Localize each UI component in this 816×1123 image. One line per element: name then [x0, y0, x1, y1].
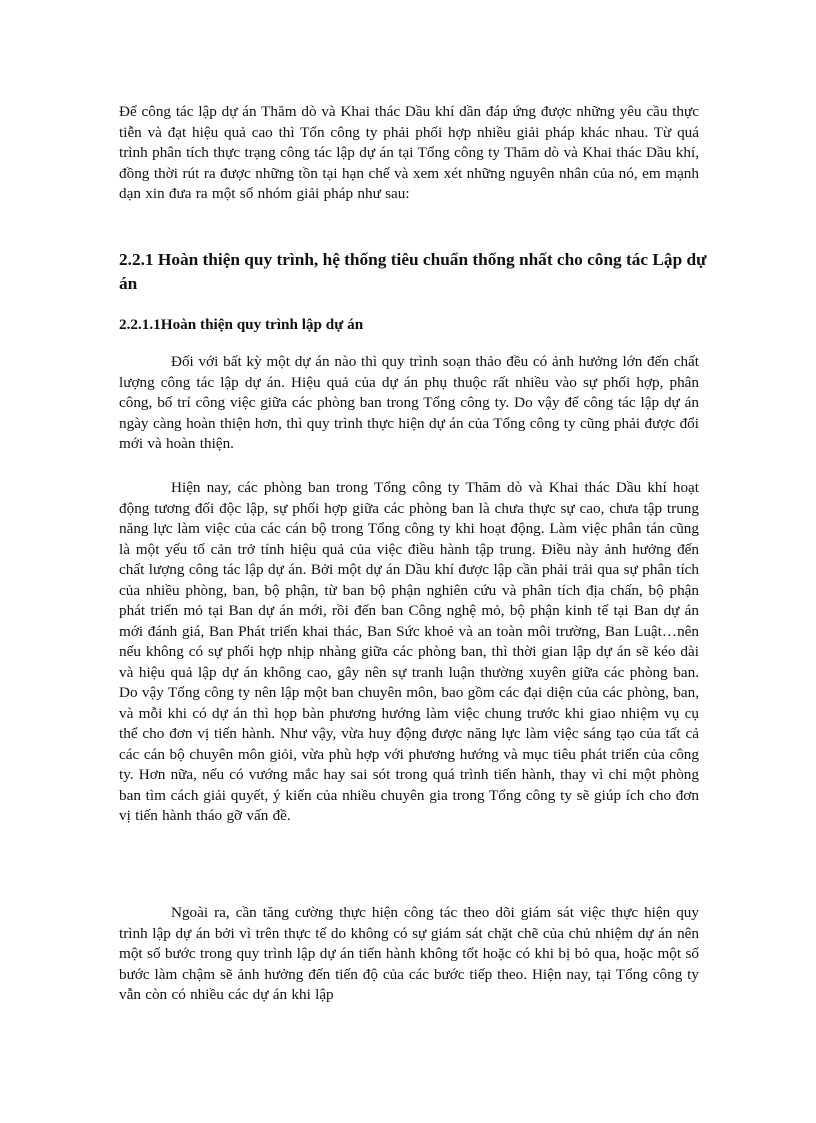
- body-paragraph-2: Hiện nay, các phòng ban trong Tổng công ty Thăm dò và Khai thác Dầu khí hoạt động tương đối độc lập, sự phối hợp giữa các phòng ban là chưa thực sự cao, chưa tập trung năng lực làm việc của các cán bộ trong Tổng công ty khi hoạt động. Làm việc phân tán cũng là một yếu tố cản trở tính hiệu quả của việc điều hành tập trung. Điều này ảnh hưởng đến chất lượng công tác lập dự án. Bởi một dự án Dầu khí được lập cần phải trải qua sự phân tích của nhiều phòng, ban, bộ phận, từ ban bộ phận nghiên cứu và phân tích địa chấn, bộ phận phát triển mỏ tại Ban dự án mới, rồi đến ban Công nghệ mỏ, bộ phận kinh tế tại Ban dự án mới đánh giá, Ban Phát triển khai thác, Ban Sức khoẻ và an toàn môi trường, Ban Luật…nên nếu không có sự phối hợp nhịp nhàng giữa các phòng ban, thì thời gian lập dự án sẽ kéo dài và hiệu quả lập dự án không cao, gây nên sự tranh luận thường xuyên giữa các phòng ban. Do vậy Tổng công ty nên lập một ban chuyên môn, bao gồm các đại diện của các phòng, ban, và mỗi khi có dự án thì họp bàn phương hướng làm việc chung trước khi giao nhiệm vụ cụ thể cho đơn vị tiến hành. Như vậy, vừa huy động được năng lực làm việc sáng tạo của tất cả các cán bộ chuyên môn giỏi, vừa phù hợp với phương hướng và mục tiêu phát triển của công ty. Hơn nữa, nếu có vướng mắc hay sai sót trong quá trình tiến hành, thay vì chỉ một phòng ban tìm cách giải quyết, ý kiến của nhiều chuyên gia trong Tổng công ty sẽ giúp ích cho đơn vị tiến hành tháo gỡ vấn đề.: [119, 479, 699, 824]
- body-paragraph-1: Đối với bất kỳ một dự án nào thì quy trình soạn thảo đều có ảnh hưởng lớn đến chất lượng công tác lập dự án. Hiệu quả của dự án phụ thuộc rất nhiều vào sự phối hợp, phân công, bố trí công việc giữa các phòng ban trong Tổng công ty. Do vậy để công tác lập dự án ngày càng hoàn thiện hơn, thì quy trình thực hiện dự án của Tổng công ty cũng phải được đổi mới và hoàn thiện.: [119, 353, 699, 452]
- intro-paragraph: Để công tác lập dự án Thăm dò và Khai thác Dầu khí dần đáp ứng được những yêu cầu thực tiễn và đạt hiệu quả cao thì Tổn công ty phải phối hợp nhiều giải pháp khác nhau. Từ quá trình phân tích thực trạng công tác lập dự án tại Tổng công ty Thăm dò và Khai thác Dầu khí, đồng thời rút ra được những tồn tại hạn chế và xem xét những nguyên nhân của nó, em mạnh dạn xin đưa ra một số nhóm giải pháp như sau:: [119, 103, 699, 202]
- subsection-heading: 2.2.1.1Hoàn thiện quy trình lập dự án: [119, 316, 364, 333]
- body-paragraph-3: Ngoài ra, cần tăng cường thực hiện công tác theo dõi giám sát việc thực hiện quy trình lập dự án bởi vì trên thực tế do không có sự giám sát chặt chẽ của chủ nhiệm dự án nên một số bước trong quy trình lập dự án tiến hành không tốt hoặc có khi bị bỏ qua, hoặc một số bước làm chậm sẽ ảnh hưởng đến tiến độ của các bước tiếp theo. Hiện nay, tại Tổng công ty vẫn còn có nhiều các dự án khi lập: [119, 904, 699, 1003]
- section-heading: 2.2.1 Hoàn thiện quy trình, hệ thống tiêu chuẩn thống nhất cho công tác Lập dự án: [119, 250, 707, 293]
